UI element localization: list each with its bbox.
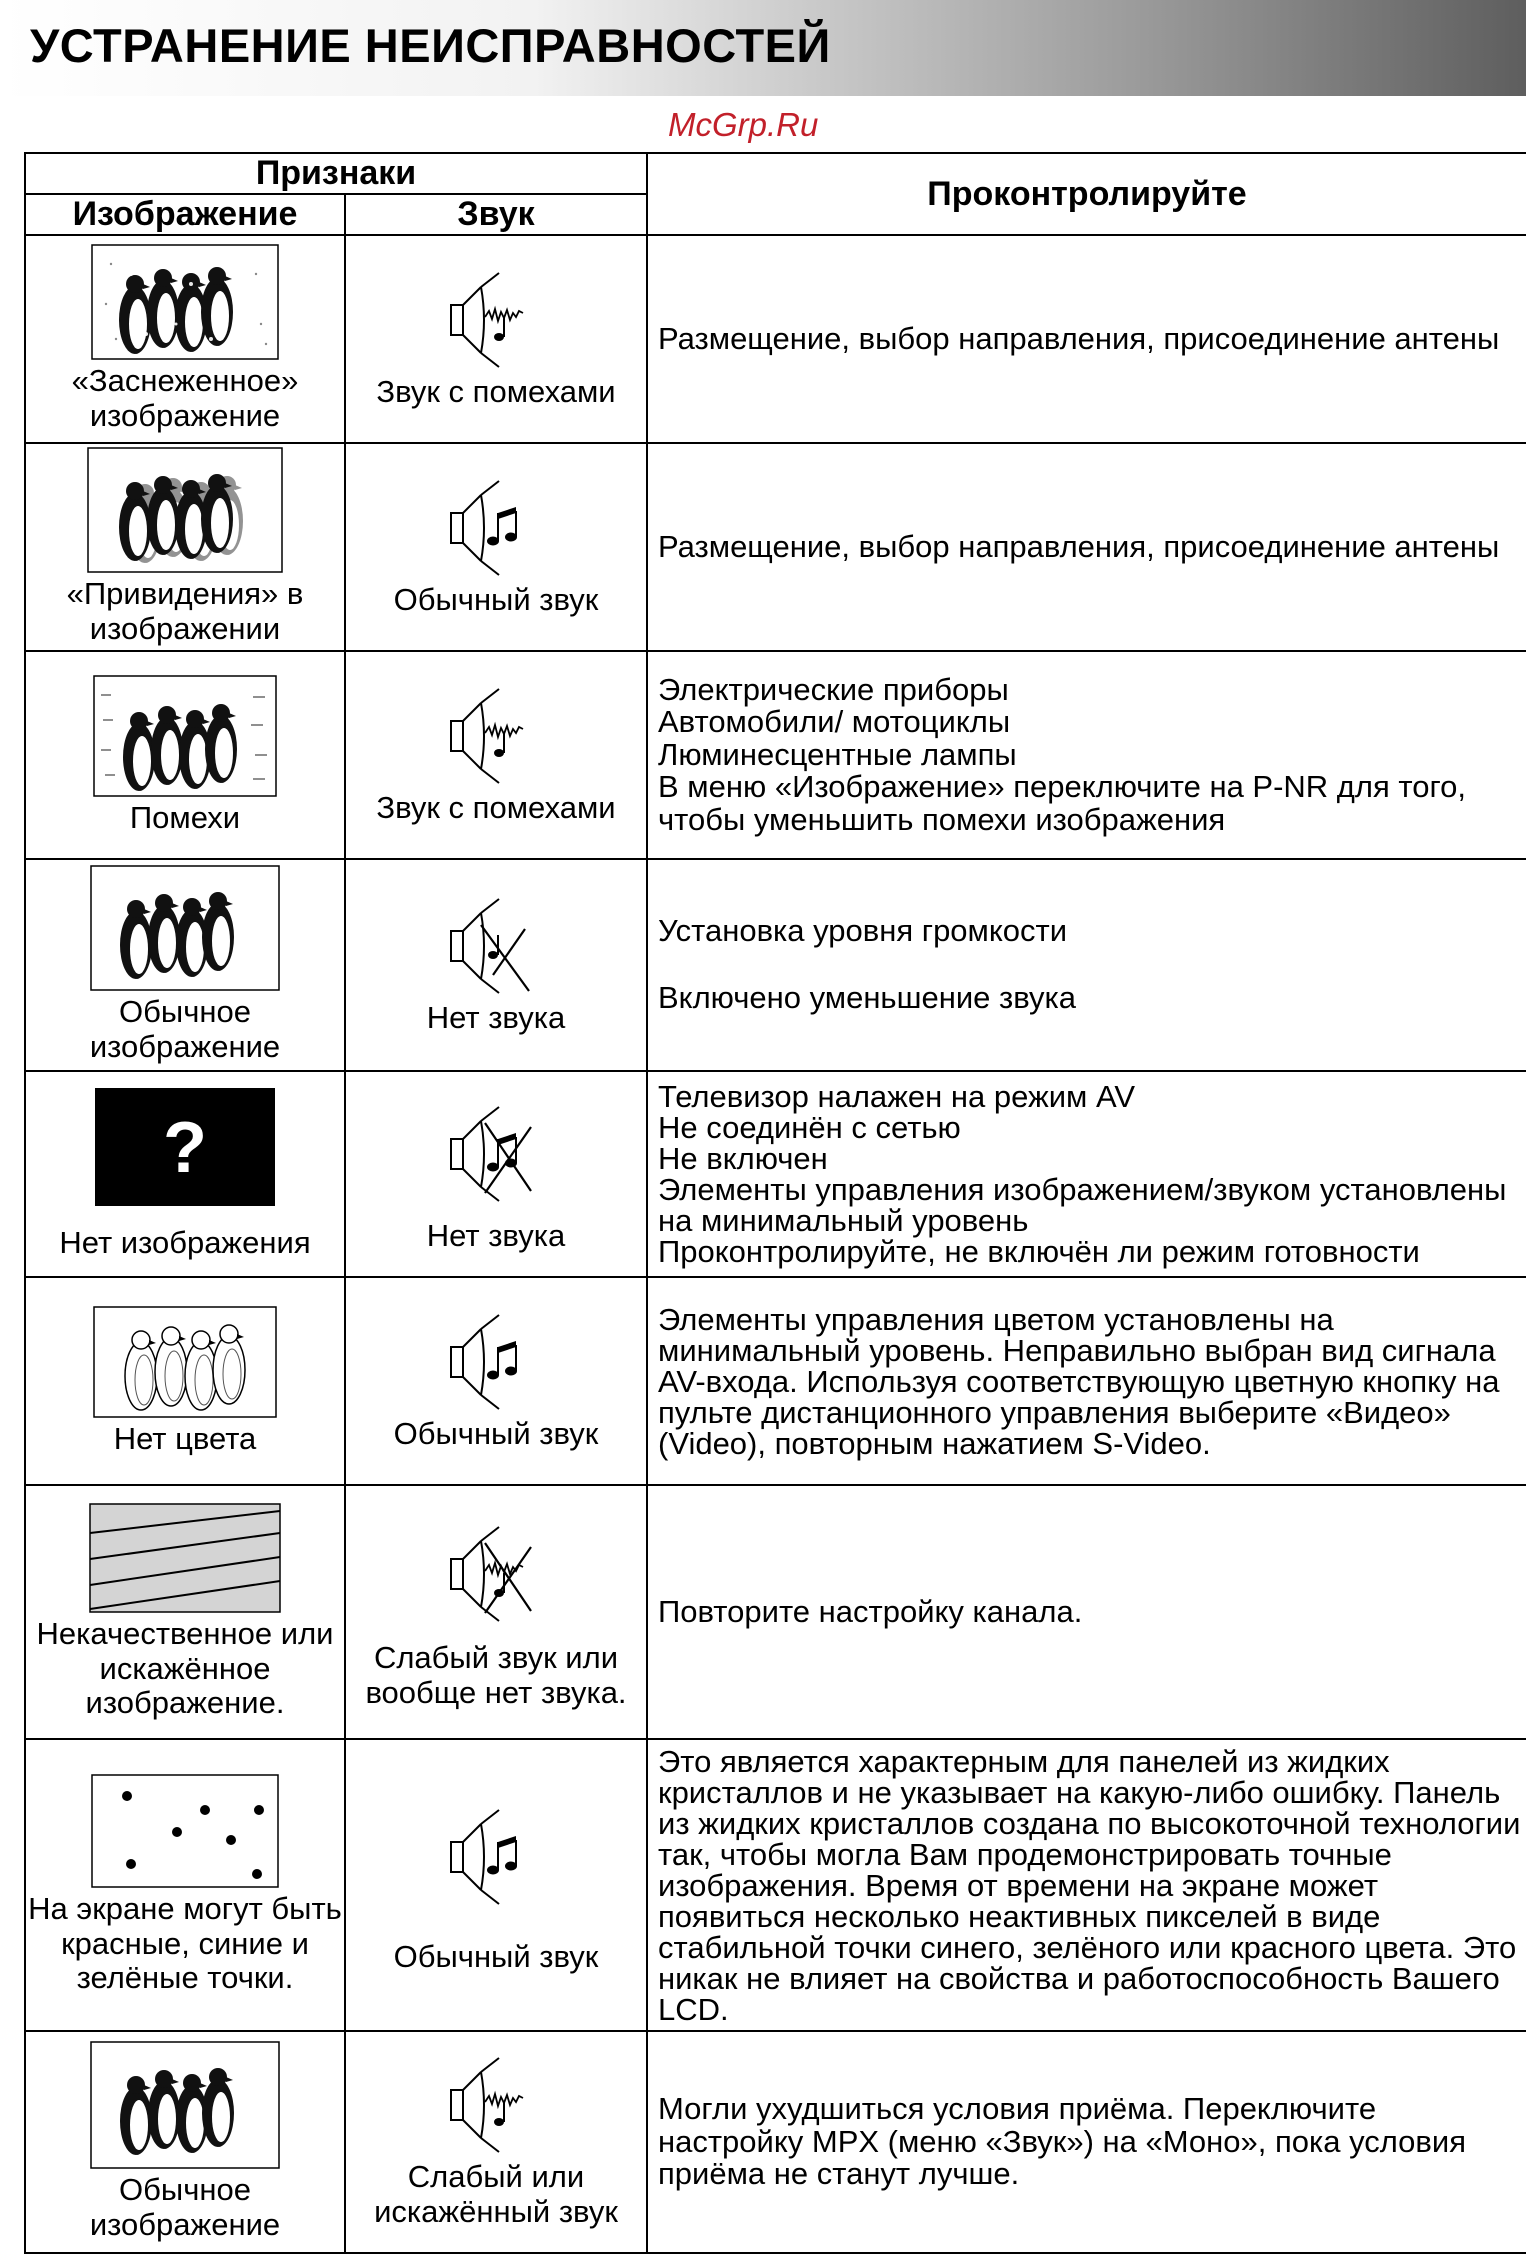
image-symptom-label: На экране могут быть красные, синие и зелёные точки. xyxy=(28,1890,342,1996)
check-text: Проконтролируйте, не включён ли режим готовности xyxy=(658,1234,1420,1269)
table-row xyxy=(25,235,1526,443)
image-cell xyxy=(25,859,345,1071)
ghost-picture-icon xyxy=(87,447,283,573)
table-row xyxy=(25,1485,1526,1739)
image-symptom-label: Обычное изображение xyxy=(89,994,281,1064)
sound-cell xyxy=(345,2031,647,2253)
check-text: Не включен xyxy=(658,1141,828,1176)
check-text: Не соединён с сетью xyxy=(658,1110,961,1145)
table-row xyxy=(25,859,1526,1071)
troubleshooting-table xyxy=(24,152,1526,2254)
normal-picture-icon xyxy=(90,865,280,991)
sound-symptom-label: Звук с помехами xyxy=(376,373,616,409)
check-text: Элементы управления цветом установлены на минимальный уровень. Неправильно выбран вид сигнала AV-входа. Используя соответствующую цветную кнопку на пульте дистанционного управления выберите «Видео» (Video), повторным нажатием S-Video. xyxy=(658,1301,1500,1461)
image-symptom-label: Нет изображения xyxy=(59,1224,311,1260)
no-color-picture-icon xyxy=(93,1306,277,1418)
sound-cell xyxy=(345,1485,647,1739)
normal-sound-icon xyxy=(441,1796,551,1920)
sound-cell xyxy=(345,651,647,859)
check-text: Автомобили/ мотоциклы xyxy=(658,704,1011,740)
check-cell xyxy=(647,2031,1526,2253)
sound-cell xyxy=(345,1739,647,2031)
check-text: Размещение, выбор направления, присоединение антены xyxy=(658,320,1500,356)
image-cell xyxy=(25,443,345,651)
weak-sound-icon xyxy=(441,2054,551,2156)
check-text: Могли ухудшиться условия приёма. Переключите настройку MPX (меню «Звук») на «Моно», пока условия приёма не станут лучше. xyxy=(658,2091,1466,2192)
weak-sound-icon xyxy=(441,1513,551,1637)
check-cell xyxy=(647,1277,1526,1485)
no-sound-icon xyxy=(441,1095,551,1215)
watermark: McGrp.Ru xyxy=(668,106,819,143)
check-text: Размещение, выбор направления, присоединение антены xyxy=(658,528,1500,564)
sound-cell xyxy=(345,1071,647,1277)
image-cell xyxy=(25,2031,345,2253)
sound-symptom-label: Нет звука xyxy=(426,1217,566,1253)
no-sound-icon xyxy=(441,895,551,997)
table-row xyxy=(25,2031,1526,2253)
check-text: Установка уровня громкости xyxy=(658,913,1068,949)
sound-symptom-label: Слабый звук или вообще нет звука. xyxy=(365,1640,627,1710)
sound-cell xyxy=(345,235,647,443)
check-cell xyxy=(647,235,1526,443)
table-row xyxy=(25,443,1526,651)
normal-picture-icon xyxy=(90,2041,280,2169)
question-mark: ? xyxy=(163,1107,207,1188)
image-cell xyxy=(25,235,345,443)
check-text: Это является характерным для панелей из жидких кристаллов и не указывает на какую-либо ошибку. Панель из жидких кристаллов создана по высокоточной технологии так, чтобы могла Вам продемонстрировать точные изображения. Время от времени на экране может появиться несколько неактивных пикселей в виде стабильной точки синего, зелёного или красного цвета. Это никак не влияет на свойства и работоспособность Вашего LCD. xyxy=(658,1743,1521,2027)
check-text: Повторите настройку канала. xyxy=(658,1593,1083,1629)
noisy-sound-icon xyxy=(441,269,551,371)
image-cell xyxy=(25,1277,345,1485)
check-cell xyxy=(647,443,1526,651)
image-symptom-label: Некачественное или искажённое изображение. xyxy=(36,1615,334,1721)
sound-cell xyxy=(345,859,647,1071)
image-symptom-label: Обычное изображение xyxy=(89,2172,281,2242)
distorted-picture-icon xyxy=(89,1503,281,1613)
normal-sound-icon xyxy=(441,477,551,579)
check-cell xyxy=(647,1485,1526,1739)
page-title: УСТРАНЕНИЕ НЕИСПРАВНОСТЕЙ xyxy=(30,19,831,72)
table-row xyxy=(25,1071,1526,1277)
check-text: Электрические приборы xyxy=(658,671,1009,707)
noisy-sound-icon xyxy=(441,685,551,787)
header-banner xyxy=(0,0,1526,96)
check-text: Включено уменьшение звука xyxy=(658,980,1076,1015)
sound-cell xyxy=(345,443,647,651)
header-sound: Звук xyxy=(345,194,647,235)
check-cell xyxy=(647,1071,1526,1277)
table-row xyxy=(25,1277,1526,1485)
sound-cell xyxy=(345,1277,647,1485)
check-text: В меню «Изображение» переключите на P-NR для того, чтобы уменьшить помехи изображения xyxy=(658,769,1466,837)
image-cell xyxy=(25,1071,345,1277)
sound-symptom-label: Обычный звук xyxy=(393,1415,599,1451)
check-cell xyxy=(647,859,1526,1071)
sound-symptom-label: Слабый или искажённый звук xyxy=(374,2159,618,2229)
table-row xyxy=(25,651,1526,859)
snowy-picture-icon xyxy=(91,244,279,360)
normal-sound-icon xyxy=(441,1311,551,1413)
image-symptom-label: Нет цвета xyxy=(113,1420,257,1456)
header-image: Изображение xyxy=(25,194,345,235)
check-text: Элементы управления изображением/звуком установлены на минимальный уровень xyxy=(658,1172,1507,1238)
question-screen-icon xyxy=(95,1088,275,1206)
check-cell xyxy=(647,651,1526,859)
image-cell xyxy=(25,1485,345,1739)
image-symptom-label: Помехи xyxy=(129,799,241,835)
check-text: Телевизор налажен на режим AV xyxy=(658,1079,1136,1114)
image-cell xyxy=(25,651,345,859)
check-cell xyxy=(647,1739,1526,2031)
sound-symptom-label: Обычный звук xyxy=(393,1938,599,1974)
pixel-dots-picture-icon xyxy=(91,1774,279,1888)
header-check: Проконтролируйте xyxy=(647,153,1526,235)
check-text: Люминесцентные лампы xyxy=(658,736,1017,772)
sound-symptom-label: Нет звука xyxy=(426,999,566,1035)
image-symptom-label: «Заснеженное» изображение xyxy=(71,363,299,433)
table-row xyxy=(25,1739,1526,2031)
image-symptom-label: «Привидения» в изображении xyxy=(66,576,304,646)
sound-symptom-label: Обычный звук xyxy=(393,581,599,617)
header-symptoms: Признаки xyxy=(25,153,647,194)
image-cell xyxy=(25,1739,345,2031)
interference-picture-icon xyxy=(93,675,277,797)
sound-symptom-label: Звук с помехами xyxy=(376,789,616,825)
